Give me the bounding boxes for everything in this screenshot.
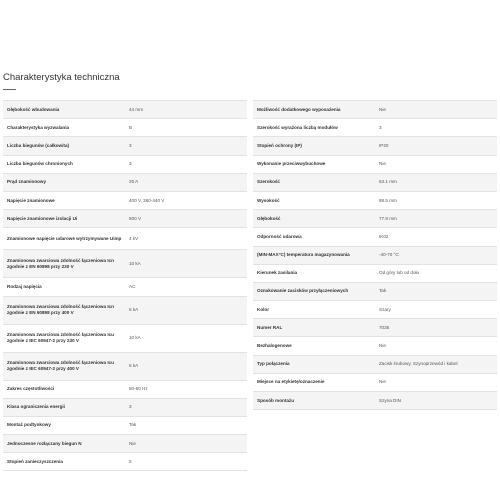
spec-row xyxy=(253,319,497,337)
spec-value: 3 xyxy=(379,124,382,130)
spec-label: Zakres częstotliwości xyxy=(7,386,55,392)
spec-value: 2 xyxy=(129,458,132,464)
spec-label: Głębokość xyxy=(257,215,281,221)
spec-row xyxy=(3,137,247,155)
spec-label: Bezhalogenowe xyxy=(257,343,292,349)
spec-value: 77.8 mm xyxy=(379,215,397,221)
spec-value: 3 xyxy=(129,161,132,167)
spec-row xyxy=(253,392,497,410)
spec-label: Charakterystyka wyzwalania xyxy=(7,124,70,130)
spec-row xyxy=(3,417,247,435)
spec-row xyxy=(3,174,247,192)
spec-label: Oznakowanie zacisków przyłączeniowych xyxy=(257,288,349,294)
spec-row xyxy=(253,247,497,265)
spec-value: 25 A xyxy=(129,179,139,185)
spec-value: IK02 xyxy=(379,233,389,239)
spec-row xyxy=(3,297,247,325)
spec-label: Wysokość xyxy=(257,197,280,203)
spec-row xyxy=(3,325,247,353)
spec-value: Nie xyxy=(379,343,386,349)
spec-label: Znamionowa zwarciowa zdolność łączeniowa Icn zgodnie z EN 60898 przy 230 V xyxy=(7,257,114,269)
spec-value: 53.1 mm xyxy=(379,179,397,185)
spec-label: Rodzaj napięcia xyxy=(7,283,42,289)
spec-value: Od góry lub od dołu xyxy=(379,270,420,276)
spec-value: Nie xyxy=(129,440,136,446)
spec-value: -40-70 °C xyxy=(379,252,399,258)
spec-row xyxy=(253,101,497,119)
spec-row xyxy=(253,374,497,392)
spec-value: Tak xyxy=(379,288,387,294)
spec-row xyxy=(253,210,497,228)
spec-label: Możliwość dodatkowego wyposażenia xyxy=(257,106,341,112)
spec-label: Znamionowa zwarciowa zdolność łączeniowa Icu zgodnie z IEC 60947-2 przy 400 V xyxy=(7,360,114,371)
spec-label: Liczba biegunów (całkowita) xyxy=(7,142,70,148)
spec-label: Napięcie znamionowe xyxy=(7,197,55,203)
spec-row xyxy=(3,156,247,174)
spec-value: AC xyxy=(129,283,136,289)
spec-value: 10 kA xyxy=(129,260,141,266)
spec-value: 6 kA xyxy=(129,363,139,368)
spec-row xyxy=(253,119,497,137)
spec-row xyxy=(3,353,247,381)
spec-value: Szyna DIN xyxy=(379,397,401,403)
spec-label: Szerokość xyxy=(257,179,280,185)
spec-label: (MIN-MAX°C) temperatura magazynowania xyxy=(257,252,350,258)
spec-label: Typ połączenia xyxy=(257,361,290,367)
spec-row xyxy=(253,337,497,355)
spec-row xyxy=(253,283,497,301)
spec-label: Stopień zanieczyszczenia xyxy=(7,458,63,464)
spec-row xyxy=(3,228,247,250)
spec-row xyxy=(253,174,497,192)
spec-value: Szary xyxy=(379,306,391,312)
spec-table-right xyxy=(253,100,497,410)
spec-value: 50-60 Hz xyxy=(129,386,148,392)
spec-row xyxy=(253,356,497,374)
spec-row xyxy=(3,119,247,137)
spec-label: Jednoczesne rozłączany biegun N xyxy=(7,440,82,446)
spec-value: 3 xyxy=(129,404,132,410)
spec-label: Głębokość wbudowania xyxy=(7,106,60,112)
spec-value: 10 kA xyxy=(129,335,141,340)
spec-row xyxy=(3,278,247,296)
spec-label: Klasa ograniczenia energii xyxy=(7,404,65,410)
spec-label: Znamionowa zwarciowa zdolność łączeniowa Icu zgodnie z IEC 60947-2 przy 230 V xyxy=(7,332,114,343)
spec-label: Miejsce na etykietę/oznaczenie xyxy=(257,379,325,385)
spec-row xyxy=(3,399,247,417)
spec-label: Kierunek zasilania xyxy=(257,270,298,276)
spec-row xyxy=(253,301,497,319)
section-title: Charakterystyka techniczna xyxy=(3,72,120,83)
spec-row xyxy=(3,192,247,210)
spec-value: Nie xyxy=(379,379,386,385)
spec-value: 4 kV xyxy=(129,235,139,241)
spec-value: 3 xyxy=(129,142,132,148)
spec-value: B xyxy=(129,124,133,130)
spec-value: 400 V, 360-440 V xyxy=(129,197,165,203)
spec-row xyxy=(3,101,247,119)
spec-label: Numer RAL xyxy=(257,324,283,330)
spec-label: Stopień ochrony (IP) xyxy=(257,142,302,148)
spec-label: Wykonanie przeciwwybuchowe xyxy=(257,161,326,167)
spec-value: Nie xyxy=(379,161,386,167)
spec-label: Szerokość wyrażona liczbą modułów xyxy=(257,124,338,130)
spec-label: Kolor xyxy=(257,306,269,312)
spec-label: Prąd znamionowy xyxy=(7,179,47,185)
spec-label: Znamionowa zwarciowa zdolność łączeniowa Icn zgodnie z EN 60898 przy 400 V xyxy=(7,304,114,315)
spec-row xyxy=(3,453,247,471)
spec-row xyxy=(3,435,247,453)
spec-row xyxy=(253,156,497,174)
spec-label: Odporność udarowa xyxy=(257,233,302,239)
spec-row xyxy=(253,228,497,246)
title-underline xyxy=(3,89,16,90)
spec-label: Napięcie znamionowe izolacji Ui xyxy=(7,215,78,221)
spec-label: Montaż podtynkowy xyxy=(7,422,51,428)
spec-row xyxy=(253,137,497,155)
spec-value: 500 V xyxy=(129,215,142,221)
spec-row xyxy=(253,265,497,283)
spec-value: 6 kA xyxy=(129,307,139,312)
spec-value: Nie xyxy=(379,106,386,112)
spec-value: Zacisk śrubowy, Szynoprzewód i kabel xyxy=(379,361,458,367)
spec-label: Znamionowe napięcie udarowe wytrzymywane Uimp xyxy=(7,235,122,241)
spec-row xyxy=(253,192,497,210)
spec-value: 88.5 mm xyxy=(379,197,397,203)
spec-value: Tak xyxy=(129,422,137,428)
spec-row xyxy=(3,210,247,228)
spec-row xyxy=(3,250,247,278)
spec-value: 44 mm xyxy=(129,106,144,112)
spec-label: Sposób montażu xyxy=(257,397,295,403)
spec-value: 7035 xyxy=(379,324,390,330)
spec-table-left xyxy=(3,100,247,471)
spec-value: IP20 xyxy=(379,142,389,148)
spec-label: Liczba biegunów chronionych xyxy=(7,161,73,167)
spec-row xyxy=(3,381,247,399)
